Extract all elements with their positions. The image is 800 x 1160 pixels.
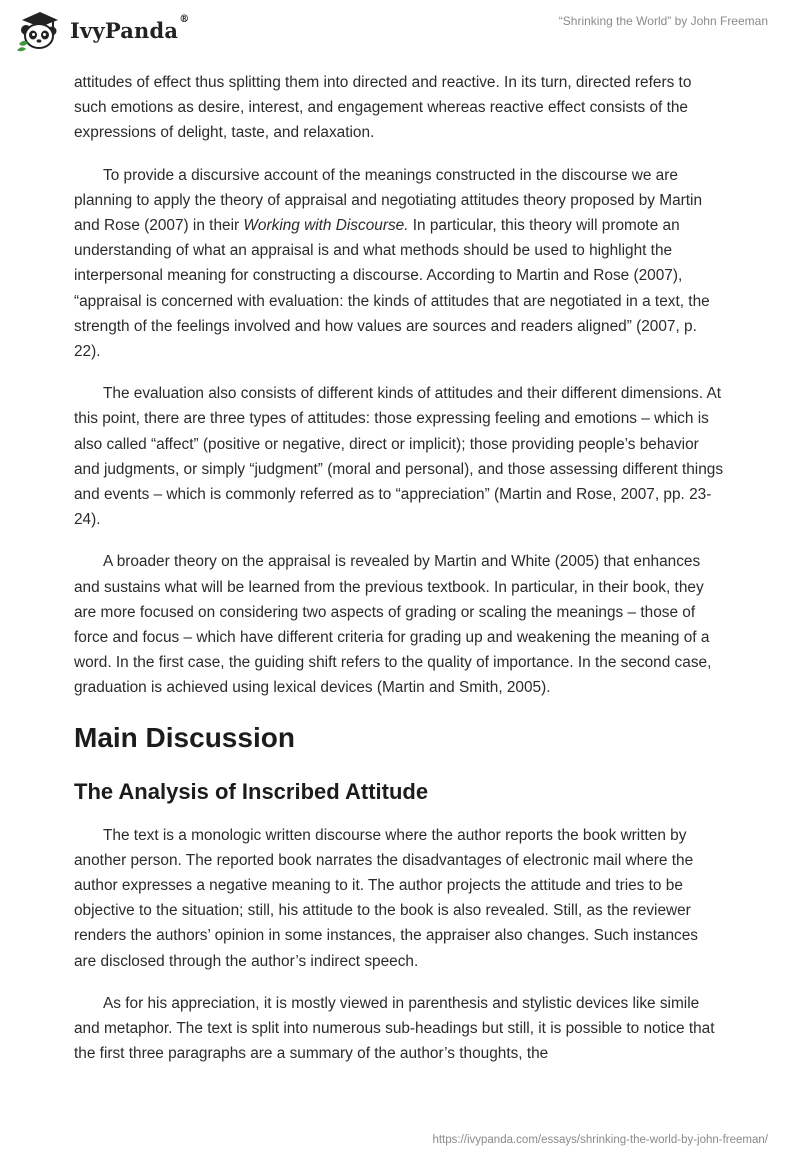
paragraph-2-text-b: In particular, this theory will promote an understanding of what an appraisal is and what methods should be used to highlight the interpersonal meaning for constructing a discourse. According to Martin and Rose (2007), “appraisal is concerned with evaluation: the kinds of attitudes that are negotiated in a text, the strength of the feelings involved and how values are sources and readers aligned” (2007, p. 22). xyxy=(74,217,710,361)
paragraph-5: The text is a monologic written discourse where the author reports the book written by another person. The reported book narrates the disadvantages of electronic mail where the author expresses a negative meaning to it. The author projects the attitude and tries to be objective to the situation; still, his attitude to the book is also revealed. Still, as the reviewer renders the authors’ opinion in some instances, the appraiser also changes. Such instances are disclosed through the author’s indirect speech. xyxy=(74,826,698,970)
logo-text: IvyPanda® xyxy=(70,13,190,43)
paragraph-4: A broader theory on the appraisal is revealed by Martin and White (2005) that enhances and sustains what will be learned from the previous textbook. In particular, in their book, they are more focused on considering two aspects of grading or scaling the meanings – those of force and focus – which have different criteria for grading up and weakening the meaning of a word. In the first case, the guiding shift refers to the quality of importance. In the second case, graduation is achieved using lexical devices (Martin and Smith, 2005). xyxy=(74,553,712,697)
paragraph-3: The evaluation also consists of different kinds of attitudes and their different dimensions. At this point, there are three types of attitudes: those expressing feeling and emotions – which is also called “affect” (positive or negative, direct or implicit); those providing people’s behavior and judgments, or simply “judgment” (moral and personal), and those assessing different things and events – which is commonly referred as to “appreciation” (Martin and Rose, 2007, pp. 23-24). xyxy=(74,385,724,529)
section-heading-main-discussion: Main Discussion xyxy=(74,721,295,753)
paragraph-1: attitudes of effect thus splitting them into directed and reactive. In its turn, directed refers to such emotions as desire, interest, and engagement whereas reactive effect consists of the expressions of delight, taste, and relaxation. xyxy=(74,74,692,142)
essay-body xyxy=(74,70,724,1084)
paragraph-2-text-a: To provide a discursive account of the meanings constructed in the discourse we are planning to apply the theory of appraisal and negotiating attitudes theory proposed by Martin and Rose (2007) in their xyxy=(74,166,703,235)
paragraph-6: As for his appreciation, it is mostly viewed in parenthesis and stylistic devices like simile and metaphor. The text is split into numerous sub-headings but still, it is possible to notice that the first three paragraphs are a summary of the author’s thoughts, the xyxy=(74,994,715,1063)
running-title: “Shrinking the World” by John Freeman xyxy=(558,14,768,28)
subsection-heading-inscribed-attitude: The Analysis of Inscribed Attitude xyxy=(74,778,429,804)
page-header xyxy=(0,0,800,60)
paragraph-2 xyxy=(74,163,724,365)
page-url[interactable]: https://ivypanda.com/essays/shrinking-the-world-by-john-freeman/ xyxy=(432,1134,768,1146)
book-title-italic: Working with Discourse. xyxy=(243,217,409,235)
panda-graduate-icon xyxy=(16,8,64,52)
registered-mark: ® xyxy=(179,13,190,25)
ivypanda-logo[interactable] xyxy=(16,8,189,52)
